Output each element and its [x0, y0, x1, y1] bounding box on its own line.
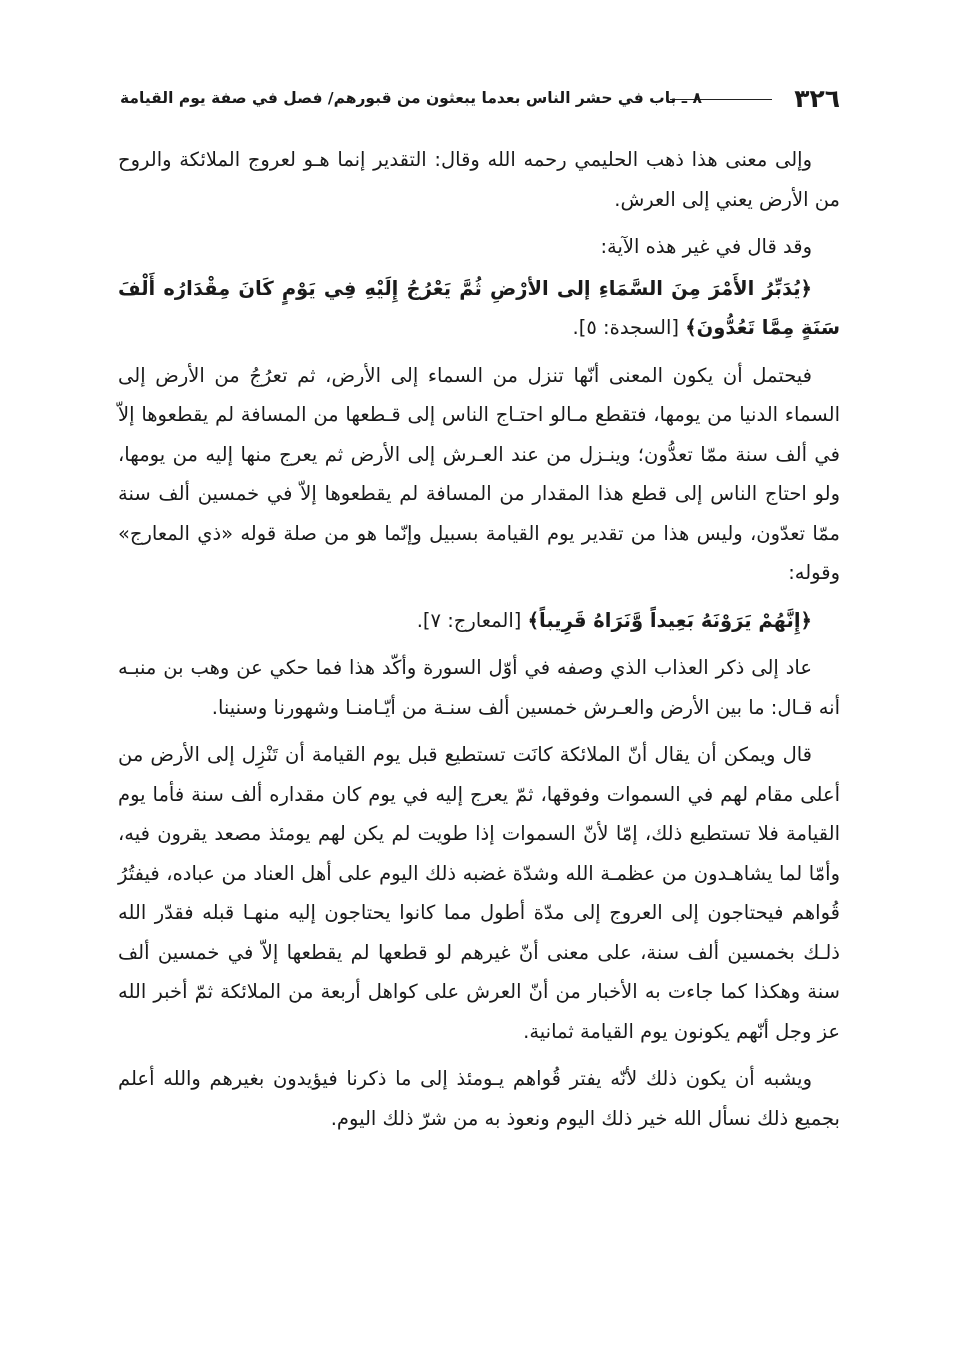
quran-verse-1-ref: [السجدة: ٥].: [572, 316, 686, 339]
paragraph-2: وقد قال في غير هذه الآية:: [600, 235, 812, 258]
page-number: ٣٢٦: [794, 84, 840, 113]
paragraph-4: عاد إلى ذكر العذاب الذي وصفه في أوّل السورة وأكّد هذا فما حكي عن وهب بن منبـه أنه قـال: ما بين الأرض والعـرش خمسين ألف سنـة من أيّـامنـا وشهورنا وسنينا.: [118, 656, 840, 719]
paragraph-5: قال ويمكن أن يقال أنّ الملائكة كانَت تستطيع قبل يوم القيامة أن تَنْزِل إلى الأرض من أعلى مقام لهم في السموات وفوقها، ثمّ يعرج إليه في يوم كان مقداره ألف سنة فأما يوم القيامة فلا تستطيع ذلك، إمّا لأنّ السموات إذا طويت لم يكن لهم يومئذ مصعد يقرون فيه، وأمّا لما يشاهـدون من عظمـة الله وشدّة غضبه ذلك اليوم على أهل العناد من عباده، فيفتُرُ قُواهم فيحتاجون إلى العروج إلى مدّة أطول مما كانوا يحتاجون إليه منهـا قبله فقدّر الله ذلـك بخمسين ألف سنة، على معنى أنّ غيرهم لو قطعها لم يقطعها إلاّ في خمسين ألف سنة وهكذا كما جاءت به الأخبار من أنّ العرش على كواهل أربعة من الملائكة ثمّ أخبر الله عز وجل أنّهم يكونون يوم القيامة ثمانية.: [118, 743, 840, 1043]
page-header: [118, 82, 840, 122]
paragraph-3: فيحتمل أن يكون المعنى أنّها تنزل من السماء إلى الأرض، ثم تعرُجُ من الأرض إلى السماء الدنيا من يومها، فتقطع مـالو احتـاج الناس إلى قـطعها من المسافة لم يقطعوها إلاّ في ألف سنة ممّا تعدُّون؛ وينـزل من عند العـرش إلى الأرض ثم يعرج منها إليه من يومها، ولو احتاج الناس إلى قطع هذا المقدار من المسافة لم يقطعوها إلاّ في خمسين ألف سنة ممّا تعدّون، وليس هذا من تقدير يوم القيامة بسبيل وإنّما هو من صلة قوله «ذي المعارج» وقوله:: [118, 363, 840, 584]
quran-verse-2-ref: [المعارج: ٧].: [416, 608, 528, 632]
running-title: ٨ ـ باب في حشر الناس بعدما يبعثون من قبورهم/ فصل في صفة يوم القيامة: [120, 89, 702, 107]
quran-verse-1: [118, 269, 840, 348]
paragraph-1: وإلى معنى هذا ذهب الحليمي رحمه الله وقال: التقدير إنما هـو لعروج الملائكة والروح من الأرض يعني إلى العرش.: [118, 148, 840, 211]
page-body: [118, 140, 840, 1146]
paragraph-6: ويشبه أن يكون ذلك لأنّه يفتر قُواهم يـومئذ إلى ما ذكرنا فيؤيدون بغيرهم والله أعلم بجميع ذلك نسأل الله خير ذلك اليوم ونعوذ به من شرّ ذلك اليوم.: [118, 1067, 840, 1130]
quran-verse-2: [118, 601, 840, 641]
quran-verse-1-text: ﴿يُدَبِّرُ الأَمْرَ مِنَ السَّمَاءِ إلى الأرْضِ ثُمَّ يَعْرُجُ إِلَيْهِ فِي يَوْمٍ كَانَ مِقْدَارُه أَلْفَ سَنَةٍ مِمَّا تَعُدُّونَ﴾: [118, 276, 840, 339]
quran-verse-2-text: ﴿إِنَّهُمْ يَرَوْنَهُ بَعِيداً وَّنَرَاهُ قَرِيباً﴾: [527, 608, 812, 632]
